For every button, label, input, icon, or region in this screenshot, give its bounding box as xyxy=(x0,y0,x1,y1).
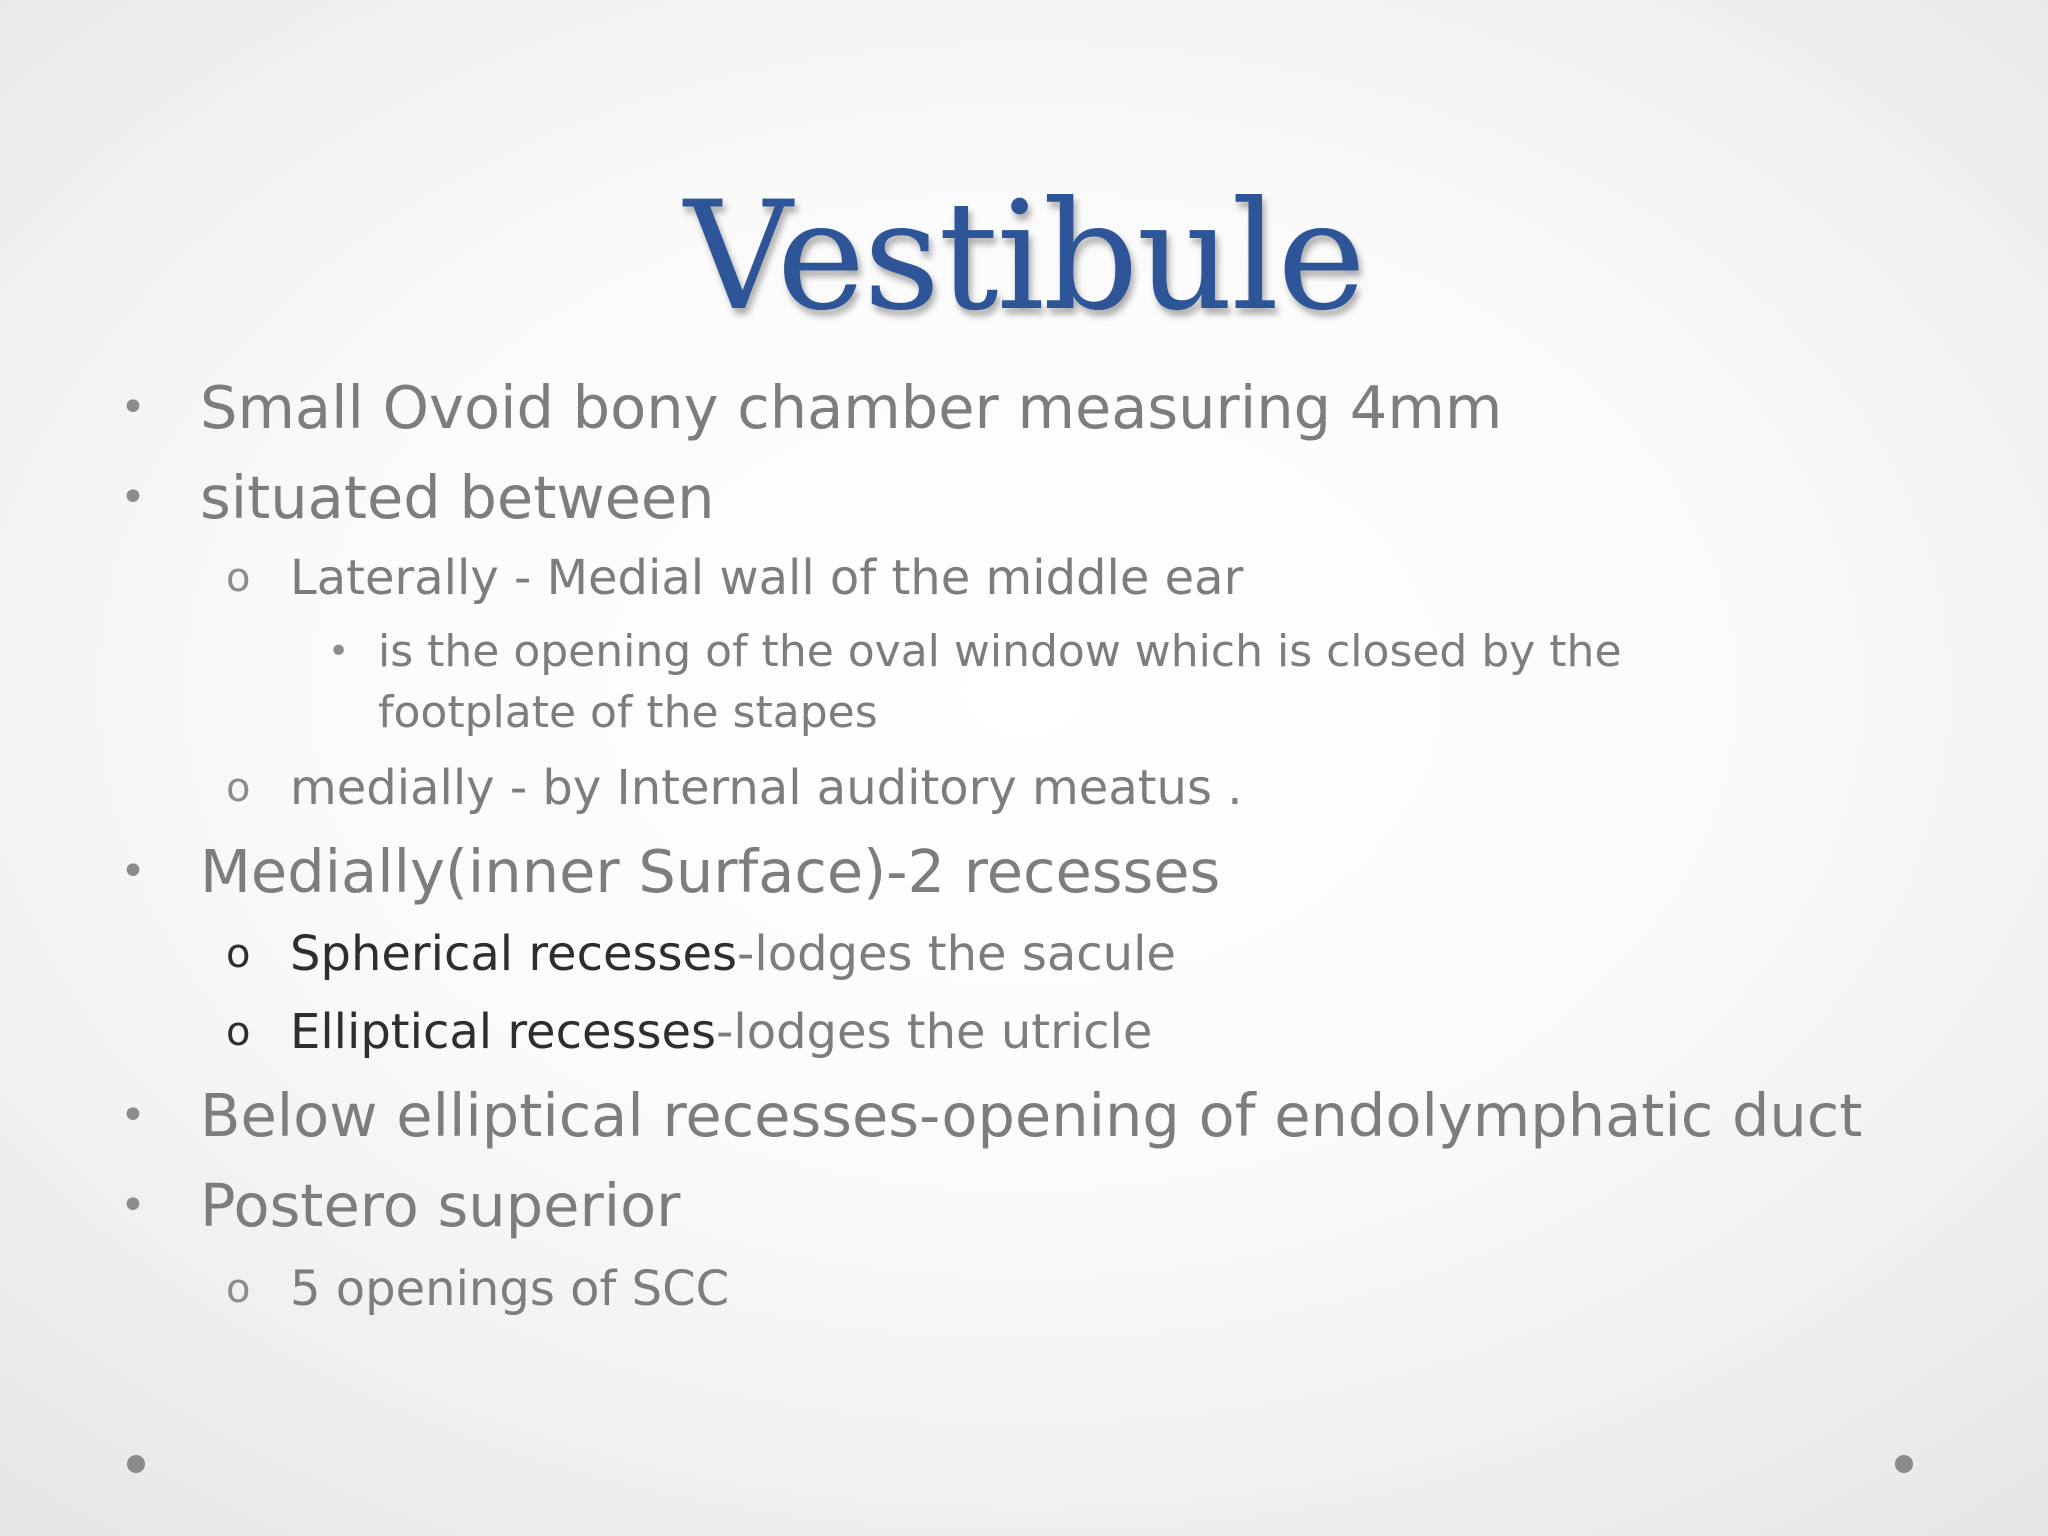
sub-bullet-icon: o xyxy=(226,1009,251,1055)
bullet-icon: • xyxy=(120,382,146,433)
sub-bullet-text: medially - by Internal auditory meatus . xyxy=(290,760,1243,816)
term-elliptical-recesses: Elliptical recesses xyxy=(290,1004,717,1060)
bullet-text: Medially(inner Surface)-2 recesses xyxy=(200,837,1221,906)
sub-bullet-icon: o xyxy=(226,555,251,601)
term-description: -lodges the utricle xyxy=(716,1004,1153,1060)
bullet-icon: • xyxy=(120,846,146,897)
sub-bullet-text: 5 openings of SCC xyxy=(290,1261,730,1317)
sub-sub-bullet-text-line2: footplate of the stapes xyxy=(378,687,878,738)
bullet-icon: • xyxy=(120,1090,146,1141)
sub-bullet-text: Laterally - Medial wall of the middle ear xyxy=(290,550,1244,606)
sub-sub-bullet-icon: • xyxy=(328,631,350,672)
bullet-text: Below elliptical recesses-opening of endolymphatic duct xyxy=(200,1081,1863,1150)
bullet-text: Small Ovoid bony chamber measuring 4mm xyxy=(200,373,1503,442)
sub-bullet-text xyxy=(290,924,1176,984)
bullet-text: situated between xyxy=(200,463,715,532)
bullet-icon: • xyxy=(120,472,146,523)
corner-dot-left-icon xyxy=(127,1455,145,1473)
corner-dot-right-icon xyxy=(1895,1455,1913,1473)
sub-bullet-icon: o xyxy=(226,765,251,811)
sub-sub-bullet-text-line1: is the opening of the oval window which is closed by the xyxy=(378,626,1622,677)
slide-title: Vestibule xyxy=(684,170,1364,344)
term-spherical-recesses: Spherical recesses xyxy=(290,926,738,982)
sub-bullet-icon: o xyxy=(226,931,251,977)
bullet-text: Postero superior xyxy=(200,1171,681,1240)
sub-bullet-text xyxy=(290,1002,1152,1062)
sub-bullet-icon: o xyxy=(226,1266,251,1312)
term-description: -lodges the sacule xyxy=(737,926,1176,982)
bullet-icon: • xyxy=(120,1180,146,1231)
